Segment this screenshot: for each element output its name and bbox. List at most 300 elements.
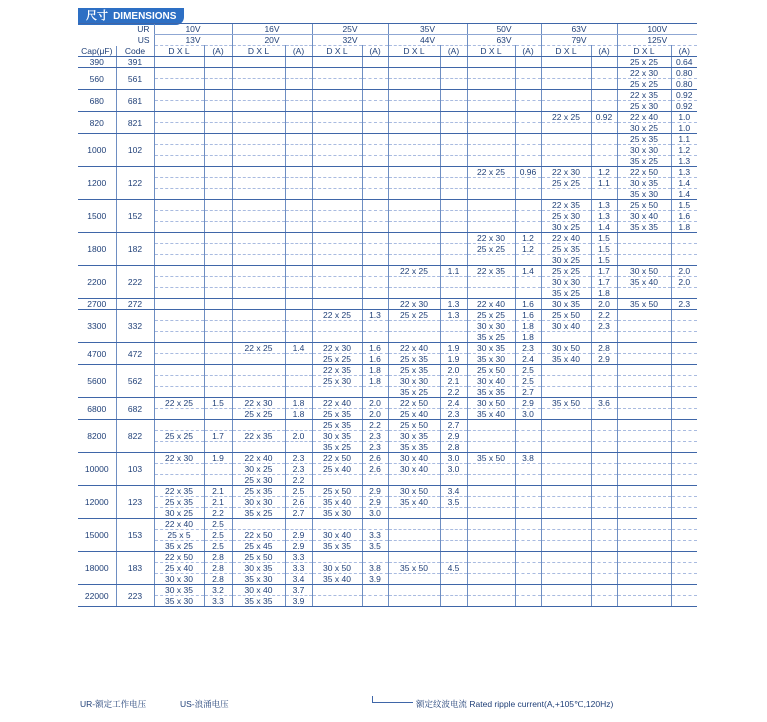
ripple-cell: 1.0 — [671, 112, 697, 123]
ripple-cell — [515, 68, 541, 79]
size-cell — [541, 387, 591, 398]
size-cell: 30 x 50 — [541, 343, 591, 354]
size-cell — [467, 68, 515, 79]
code-cell: 272 — [116, 299, 154, 310]
size-cell — [617, 541, 671, 552]
size-cell — [388, 68, 440, 79]
size-cell — [154, 332, 204, 343]
ripple-cell — [591, 189, 617, 200]
size-cell — [154, 79, 204, 90]
size-cell — [312, 255, 362, 266]
size-cell — [312, 585, 362, 596]
ripple-cell — [204, 79, 232, 90]
capacitance-cell: 15000 — [78, 519, 116, 552]
table-row — [78, 79, 697, 90]
size-cell: 25 x 25 — [154, 431, 204, 442]
ripple-cell — [671, 585, 697, 596]
ripple-cell — [440, 244, 467, 255]
size-cell: 25 x 25 — [312, 354, 362, 365]
table-row — [78, 200, 697, 211]
table-row — [78, 475, 697, 486]
size-cell: 35 x 30 — [312, 508, 362, 519]
size-cell: 35 x 25 — [232, 508, 285, 519]
size-cell — [232, 112, 285, 123]
size-cell — [154, 123, 204, 134]
size-cell — [154, 112, 204, 123]
size-cell: 22 x 35 — [617, 90, 671, 101]
size-cell — [154, 464, 204, 475]
ripple-cell — [362, 156, 388, 167]
ripple-cell — [440, 233, 467, 244]
ripple-cell — [440, 211, 467, 222]
ripple-cell — [515, 222, 541, 233]
size-cell — [388, 508, 440, 519]
size-cell — [312, 233, 362, 244]
ripple-cell: 3.5 — [362, 541, 388, 552]
ripple-cell: 1.3 — [671, 167, 697, 178]
ripple-cell: 1.9 — [440, 343, 467, 354]
capacitance-cell: 560 — [78, 68, 116, 90]
ripple-cell: 2.0 — [591, 299, 617, 310]
ripple-cell — [440, 57, 467, 68]
size-cell — [388, 90, 440, 101]
code-cell: 183 — [116, 552, 154, 585]
ripple-cell: 3.0 — [515, 409, 541, 420]
ripple-cell — [362, 321, 388, 332]
size-cell — [232, 387, 285, 398]
size-cell — [154, 134, 204, 145]
ripple-cell — [515, 57, 541, 68]
ripple-cell — [285, 442, 312, 453]
size-cell — [312, 145, 362, 156]
size-cell — [467, 189, 515, 200]
ripple-cell — [362, 519, 388, 530]
ripple-cell — [515, 530, 541, 541]
current-header: (A) — [671, 46, 697, 57]
size-cell — [541, 365, 591, 376]
ripple-cell — [440, 288, 467, 299]
size-cell — [154, 68, 204, 79]
size-cell: 35 x 25 — [388, 387, 440, 398]
table-row — [78, 420, 697, 431]
ripple-cell: 3.8 — [515, 453, 541, 464]
ripple-cell — [515, 508, 541, 519]
capacitance-cell: 8200 — [78, 420, 116, 453]
ripple-cell — [671, 255, 697, 266]
ripple-cell: 1.8 — [362, 365, 388, 376]
capacitance-cell: 680 — [78, 90, 116, 112]
size-cell — [617, 420, 671, 431]
size-cell — [232, 442, 285, 453]
size-cell — [154, 442, 204, 453]
ripple-cell: 1.3 — [440, 310, 467, 321]
size-cell: 22 x 50 — [232, 530, 285, 541]
table-row — [78, 508, 697, 519]
ripple-cell: 1.6 — [671, 211, 697, 222]
size-cell — [617, 508, 671, 519]
ripple-cell — [204, 387, 232, 398]
size-cell — [467, 156, 515, 167]
ripple-cell — [285, 222, 312, 233]
size-cell — [312, 167, 362, 178]
ripple-cell — [440, 68, 467, 79]
table-row — [78, 321, 697, 332]
ripple-cell: 3.5 — [440, 497, 467, 508]
size-cell — [154, 167, 204, 178]
size-cell — [232, 365, 285, 376]
size-cell: 30 x 30 — [388, 376, 440, 387]
ripple-cell: 0.92 — [591, 112, 617, 123]
ripple-cell — [515, 475, 541, 486]
ripple-cell: 2.5 — [515, 365, 541, 376]
ripple-footnote: 额定纹波电流 Rated ripple current(A,+105℃,120Hz) — [416, 699, 614, 709]
size-cell — [467, 178, 515, 189]
ripple-cell — [362, 255, 388, 266]
ripple-cell: 3.3 — [285, 563, 312, 574]
ripple-cell — [362, 90, 388, 101]
ripple-cell — [285, 277, 312, 288]
dxl-header: D X L — [388, 46, 440, 57]
size-cell — [617, 453, 671, 464]
size-cell — [232, 156, 285, 167]
size-cell — [154, 211, 204, 222]
ripple-cell: 1.7 — [204, 431, 232, 442]
size-cell: 25 x 35 — [154, 497, 204, 508]
ripple-cell — [515, 123, 541, 134]
size-cell — [154, 222, 204, 233]
size-cell — [467, 574, 515, 585]
code-cell: 391 — [116, 57, 154, 68]
ripple-cell — [285, 156, 312, 167]
size-cell — [541, 156, 591, 167]
size-cell — [388, 222, 440, 233]
table-row — [78, 453, 697, 464]
capacitance-cell: 4700 — [78, 343, 116, 365]
ripple-cell: 1.1 — [440, 266, 467, 277]
ripple-cell: 1.5 — [591, 255, 617, 266]
ripple-cell: 2.4 — [515, 354, 541, 365]
ripple-cell: 3.9 — [362, 574, 388, 585]
ripple-cell — [204, 123, 232, 134]
ripple-cell — [671, 365, 697, 376]
size-cell — [467, 464, 515, 475]
ripple-cell — [285, 354, 312, 365]
ripple-cell — [204, 156, 232, 167]
ripple-cell — [204, 57, 232, 68]
size-cell: 22 x 50 — [388, 398, 440, 409]
size-cell — [388, 101, 440, 112]
ripple-cell: 1.3 — [591, 200, 617, 211]
size-cell — [541, 497, 591, 508]
ripple-cell: 2.3 — [671, 299, 697, 310]
ripple-cell: 1.6 — [515, 299, 541, 310]
size-cell — [541, 530, 591, 541]
size-cell — [467, 123, 515, 134]
size-cell: 30 x 50 — [617, 266, 671, 277]
size-cell: 22 x 40 — [467, 299, 515, 310]
size-cell — [388, 200, 440, 211]
ripple-cell — [204, 233, 232, 244]
size-cell — [467, 90, 515, 101]
size-cell — [154, 255, 204, 266]
size-cell — [388, 530, 440, 541]
code-cell: 472 — [116, 343, 154, 365]
size-cell — [312, 288, 362, 299]
ripple-cell: 2.9 — [285, 541, 312, 552]
size-cell: 22 x 25 — [312, 310, 362, 321]
ripple-cell: 2.5 — [515, 376, 541, 387]
size-cell — [617, 387, 671, 398]
ripple-cell: 1.2 — [515, 244, 541, 255]
ripple-cell: 2.0 — [440, 365, 467, 376]
size-cell: 25 x 25 — [388, 310, 440, 321]
size-cell — [467, 508, 515, 519]
size-cell — [617, 475, 671, 486]
ripple-cell: 2.0 — [285, 431, 312, 442]
table-row — [78, 90, 697, 101]
ripple-cell — [515, 90, 541, 101]
size-cell: 25 x 50 — [467, 365, 515, 376]
size-cell: 22 x 40 — [388, 343, 440, 354]
ripple-cell — [515, 156, 541, 167]
size-cell — [232, 321, 285, 332]
ripple-cell: 1.4 — [671, 189, 697, 200]
ur-value: 35V — [388, 24, 467, 35]
size-cell — [617, 464, 671, 475]
size-cell: 22 x 50 — [312, 453, 362, 464]
size-cell — [467, 255, 515, 266]
ripple-cell: 1.2 — [515, 233, 541, 244]
table-row — [78, 244, 697, 255]
ripple-cell — [204, 189, 232, 200]
size-cell — [154, 266, 204, 277]
size-cell — [617, 288, 671, 299]
size-cell — [541, 79, 591, 90]
ripple-cell — [515, 277, 541, 288]
table-row — [78, 299, 697, 310]
size-cell — [541, 442, 591, 453]
code-cell: 822 — [116, 420, 154, 453]
table-row — [78, 365, 697, 376]
size-cell — [232, 376, 285, 387]
ripple-cell — [285, 233, 312, 244]
ripple-cell — [362, 57, 388, 68]
ripple-cell — [285, 310, 312, 321]
ripple-cell — [591, 519, 617, 530]
ripple-cell — [362, 145, 388, 156]
size-cell — [541, 57, 591, 68]
capacitance-cell: 1000 — [78, 134, 116, 167]
current-header: (A) — [515, 46, 541, 57]
size-cell — [388, 574, 440, 585]
ripple-cell — [440, 321, 467, 332]
ripple-cell — [285, 244, 312, 255]
ripple-cell — [515, 574, 541, 585]
size-cell — [541, 475, 591, 486]
ripple-cell — [440, 552, 467, 563]
size-cell: 30 x 30 — [617, 145, 671, 156]
ripple-cell — [591, 101, 617, 112]
ripple-cell — [591, 475, 617, 486]
ripple-cell — [671, 321, 697, 332]
ripple-cell — [285, 57, 312, 68]
ripple-cell: 3.9 — [285, 596, 312, 607]
capacitance-cell: 10000 — [78, 453, 116, 486]
table-row — [78, 134, 697, 145]
ripple-cell — [285, 101, 312, 112]
size-cell — [541, 145, 591, 156]
ripple-cell — [440, 167, 467, 178]
size-cell — [154, 189, 204, 200]
size-cell — [232, 178, 285, 189]
size-cell — [232, 288, 285, 299]
size-cell — [617, 409, 671, 420]
ripple-cell: 2.1 — [440, 376, 467, 387]
ripple-cell: 2.1 — [204, 486, 232, 497]
ripple-cell — [515, 134, 541, 145]
size-cell: 30 x 40 — [388, 464, 440, 475]
size-cell — [617, 255, 671, 266]
ripple-cell — [204, 475, 232, 486]
size-cell — [154, 233, 204, 244]
size-cell — [232, 101, 285, 112]
size-cell — [388, 541, 440, 552]
size-cell: 25 x 5 — [154, 530, 204, 541]
size-cell: 30 x 40 — [541, 321, 591, 332]
size-cell: 35 x 35 — [312, 541, 362, 552]
ripple-cell: 2.2 — [362, 420, 388, 431]
capacitance-cell: 18000 — [78, 552, 116, 585]
ripple-cell — [671, 332, 697, 343]
ur-header-label: UR — [78, 24, 154, 35]
ripple-cell: 1.9 — [204, 453, 232, 464]
cap-header: Cap(μF) — [78, 46, 116, 57]
ripple-cell — [204, 167, 232, 178]
size-cell — [388, 178, 440, 189]
size-cell — [154, 354, 204, 365]
size-cell: 35 x 30 — [232, 574, 285, 585]
ripple-cell: 1.2 — [591, 167, 617, 178]
ripple-cell — [515, 541, 541, 552]
ripple-cell — [204, 376, 232, 387]
ripple-cell: 2.0 — [362, 409, 388, 420]
size-cell: 22 x 30 — [388, 299, 440, 310]
size-cell — [467, 420, 515, 431]
size-cell — [541, 123, 591, 134]
ripple-cell — [285, 123, 312, 134]
size-cell — [388, 585, 440, 596]
ripple-cell — [204, 277, 232, 288]
ripple-cell: 2.0 — [362, 398, 388, 409]
ripple-cell — [671, 475, 697, 486]
size-cell: 25 x 25 — [232, 409, 285, 420]
size-cell — [154, 178, 204, 189]
us-value: 79V — [541, 35, 617, 46]
ripple-cell: 3.6 — [591, 398, 617, 409]
banner-cn: 尺寸 — [86, 10, 108, 22]
ripple-cell: 2.3 — [362, 431, 388, 442]
ripple-cell — [285, 200, 312, 211]
table-row — [78, 376, 697, 387]
code-cell: 332 — [116, 310, 154, 343]
size-cell — [467, 79, 515, 90]
size-cell — [467, 486, 515, 497]
ripple-cell — [671, 409, 697, 420]
ripple-cell — [285, 376, 312, 387]
code-cell: 681 — [116, 90, 154, 112]
size-cell: 25 x 50 — [388, 420, 440, 431]
size-cell — [232, 68, 285, 79]
size-cell: 35 x 35 — [388, 442, 440, 453]
size-cell — [154, 200, 204, 211]
ripple-cell — [362, 475, 388, 486]
size-cell — [232, 266, 285, 277]
ripple-cell — [362, 134, 388, 145]
ripple-cell: 3.3 — [204, 596, 232, 607]
ripple-cell — [671, 574, 697, 585]
size-cell: 35 x 40 — [541, 354, 591, 365]
size-cell — [154, 420, 204, 431]
size-cell — [232, 519, 285, 530]
ripple-cell — [515, 211, 541, 222]
size-cell: 30 x 25 — [541, 222, 591, 233]
size-cell — [232, 222, 285, 233]
ripple-cell — [515, 486, 541, 497]
ripple-cell: 1.2 — [671, 145, 697, 156]
table-row — [78, 519, 697, 530]
table-row — [78, 145, 697, 156]
size-cell — [388, 57, 440, 68]
size-cell — [312, 332, 362, 343]
size-cell — [154, 365, 204, 376]
size-cell — [312, 552, 362, 563]
size-cell — [617, 431, 671, 442]
ripple-cell: 2.9 — [515, 398, 541, 409]
size-cell: 25 x 25 — [541, 266, 591, 277]
size-cell — [154, 288, 204, 299]
size-cell: 30 x 30 — [154, 574, 204, 585]
size-cell: 35 x 50 — [541, 398, 591, 409]
ripple-cell — [362, 233, 388, 244]
ripple-cell — [285, 90, 312, 101]
ripple-cell — [204, 244, 232, 255]
table-row — [78, 552, 697, 563]
ripple-cell: 2.0 — [671, 266, 697, 277]
ripple-cell — [285, 266, 312, 277]
size-cell: 25 x 35 — [541, 244, 591, 255]
ripple-cell: 1.6 — [362, 354, 388, 365]
size-cell — [312, 387, 362, 398]
ripple-cell: 2.3 — [515, 343, 541, 354]
ripple-cell — [440, 508, 467, 519]
ripple-cell — [362, 101, 388, 112]
size-cell — [232, 145, 285, 156]
ripple-cell: 2.2 — [285, 475, 312, 486]
dxl-header: D X L — [617, 46, 671, 57]
ripple-cell: 1.4 — [671, 178, 697, 189]
size-cell — [154, 57, 204, 68]
size-cell — [617, 486, 671, 497]
size-cell — [312, 266, 362, 277]
size-cell: 22 x 40 — [312, 398, 362, 409]
ripple-cell — [671, 563, 697, 574]
size-cell: 22 x 50 — [154, 552, 204, 563]
size-cell: 25 x 35 — [388, 365, 440, 376]
ripple-cell — [285, 255, 312, 266]
dxl-header: D X L — [541, 46, 591, 57]
table-row — [78, 563, 697, 574]
ripple-cell — [671, 288, 697, 299]
